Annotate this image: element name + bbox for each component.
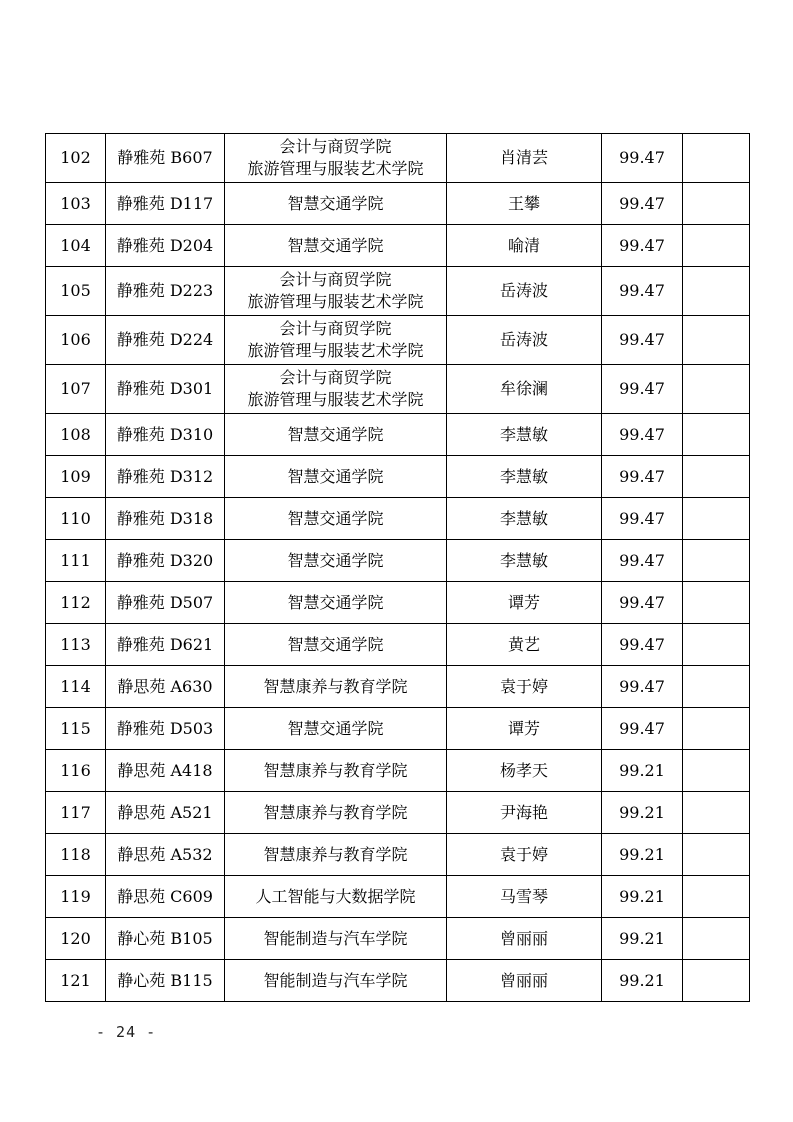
row-number-cell: 117 [46,792,106,834]
note-cell [683,876,750,918]
row-number-cell: 108 [46,414,106,456]
table-row [46,834,750,876]
college-name-line: 智慧交通学院 [287,592,384,612]
note-cell [683,498,750,540]
college-name-line: 智慧康养与教育学院 [263,760,408,780]
table-row [46,183,750,225]
name-cell: 岳涛波 [447,316,602,365]
row-number-cell: 103 [46,183,106,225]
name-cell: 尹海艳 [447,792,602,834]
college-name-line: 会计与商贸学院 [279,319,392,338]
college-cell [225,414,447,456]
college-name-line: 智慧交通学院 [287,466,384,486]
room-cell: 静雅苑 D320 [106,540,225,582]
table-row [46,225,750,267]
note-cell [683,267,750,316]
college-cell [225,456,447,498]
college-cell [225,225,447,267]
name-cell: 袁于婷 [447,666,602,708]
college-cell [225,876,447,918]
name-cell: 牟徐澜 [447,365,602,414]
room-cell: 静雅苑 B607 [106,134,225,183]
room-cell: 静雅苑 D301 [106,365,225,414]
score-cell: 99.47 [602,666,683,708]
table-row [46,792,750,834]
score-cell: 99.21 [602,750,683,792]
note-cell [683,666,750,708]
college-name-line: 智慧康养与教育学院 [263,676,408,696]
name-cell: 袁于婷 [447,834,602,876]
room-cell: 静雅苑 D223 [106,267,225,316]
row-number-cell: 118 [46,834,106,876]
note-cell [683,316,750,365]
college-cell [225,365,447,414]
college-name-line: 会计与商贸学院 [279,270,392,289]
name-cell: 李慧敏 [447,456,602,498]
row-number-cell: 110 [46,498,106,540]
college-cell [225,267,447,316]
row-number-cell: 106 [46,316,106,365]
college-cell [225,792,447,834]
college-name-line: 旅游管理与服装艺术学院 [247,341,424,360]
room-cell: 静雅苑 D312 [106,456,225,498]
name-cell: 黄艺 [447,624,602,666]
room-cell: 静思苑 A418 [106,750,225,792]
note-cell [683,365,750,414]
name-cell: 谭芳 [447,708,602,750]
row-number-cell: 107 [46,365,106,414]
score-cell: 99.47 [602,624,683,666]
score-cell: 99.47 [602,540,683,582]
row-number-cell: 115 [46,708,106,750]
name-cell: 李慧敏 [447,414,602,456]
college-name-line: 会计与商贸学院 [279,137,392,156]
table-row [46,414,750,456]
college-cell [225,624,447,666]
row-number-cell: 109 [46,456,106,498]
row-number-cell: 119 [46,876,106,918]
note-cell [683,960,750,1002]
college-cell [225,134,447,183]
table-body [46,134,750,1002]
note-cell [683,750,750,792]
dorm-score-table [45,133,750,1002]
college-cell [225,582,447,624]
name-cell: 岳涛波 [447,267,602,316]
name-cell: 杨孝天 [447,750,602,792]
college-name-line: 智慧交通学院 [287,634,384,654]
room-cell: 静雅苑 D310 [106,414,225,456]
table-row [46,316,750,365]
table-row [46,582,750,624]
room-cell: 静雅苑 D621 [106,624,225,666]
page-number: - 24 - [96,1023,157,1041]
college-cell [225,498,447,540]
college-name-line: 智慧交通学院 [287,424,384,444]
row-number-cell: 112 [46,582,106,624]
name-cell: 王攀 [447,183,602,225]
college-name-line: 智慧交通学院 [287,550,384,570]
row-number-cell: 121 [46,960,106,1002]
row-number-cell: 105 [46,267,106,316]
table-row [46,876,750,918]
score-cell: 99.47 [602,498,683,540]
score-cell: 99.47 [602,316,683,365]
row-number-cell: 111 [46,540,106,582]
note-cell [683,708,750,750]
score-cell: 99.21 [602,960,683,1002]
table-row [46,708,750,750]
college-cell [225,708,447,750]
table-row [46,540,750,582]
table-row [46,498,750,540]
note-cell [683,582,750,624]
college-name-line: 智慧交通学院 [287,508,384,528]
note-cell [683,134,750,183]
college-name-line: 智慧康养与教育学院 [263,802,408,822]
note-cell [683,183,750,225]
row-number-cell: 114 [46,666,106,708]
note-cell [683,624,750,666]
room-cell: 静思苑 C609 [106,876,225,918]
college-cell [225,666,447,708]
note-cell [683,456,750,498]
note-cell [683,834,750,876]
room-cell: 静雅苑 D318 [106,498,225,540]
table-row [46,666,750,708]
college-name-line: 智慧交通学院 [287,235,384,255]
room-cell: 静雅苑 D503 [106,708,225,750]
score-cell: 99.47 [602,708,683,750]
college-name-line: 人工智能与大数据学院 [255,886,416,906]
college-cell [225,183,447,225]
score-cell: 99.21 [602,792,683,834]
score-cell: 99.47 [602,414,683,456]
college-cell [225,316,447,365]
score-cell: 99.47 [602,582,683,624]
name-cell: 喻清 [447,225,602,267]
table-row [46,624,750,666]
college-cell [225,960,447,1002]
name-cell: 肖清芸 [447,134,602,183]
college-cell [225,750,447,792]
table-row [46,456,750,498]
table-row [46,960,750,1002]
name-cell: 李慧敏 [447,540,602,582]
college-name-line: 旅游管理与服装艺术学院 [247,159,424,178]
score-cell: 99.21 [602,834,683,876]
note-cell [683,540,750,582]
score-cell: 99.47 [602,267,683,316]
room-cell: 静思苑 A521 [106,792,225,834]
score-cell: 99.47 [602,456,683,498]
table-row [46,750,750,792]
row-number-cell: 113 [46,624,106,666]
room-cell: 静雅苑 D117 [106,183,225,225]
college-cell [225,918,447,960]
table-row [46,134,750,183]
room-cell: 静心苑 B115 [106,960,225,1002]
name-cell: 李慧敏 [447,498,602,540]
room-cell: 静雅苑 D224 [106,316,225,365]
college-name-line: 智慧康养与教育学院 [263,844,408,864]
college-name-line: 智慧交通学院 [287,718,384,738]
room-cell: 静心苑 B105 [106,918,225,960]
college-name-line: 智能制造与汽车学院 [263,928,408,948]
college-cell [225,834,447,876]
score-cell: 99.47 [602,225,683,267]
table-row [46,918,750,960]
college-name-line: 旅游管理与服装艺术学院 [247,390,424,409]
college-name-line: 旅游管理与服装艺术学院 [247,292,424,311]
note-cell [683,225,750,267]
note-cell [683,414,750,456]
row-number-cell: 116 [46,750,106,792]
room-cell: 静思苑 A532 [106,834,225,876]
room-cell: 静雅苑 D507 [106,582,225,624]
room-cell: 静雅苑 D204 [106,225,225,267]
note-cell [683,792,750,834]
table-row [46,267,750,316]
score-cell: 99.21 [602,918,683,960]
row-number-cell: 104 [46,225,106,267]
name-cell: 曾丽丽 [447,960,602,1002]
name-cell: 曾丽丽 [447,918,602,960]
name-cell: 马雪琴 [447,876,602,918]
college-name-line: 智能制造与汽车学院 [263,970,408,990]
row-number-cell: 120 [46,918,106,960]
college-name-line: 智慧交通学院 [287,193,384,213]
room-cell: 静思苑 A630 [106,666,225,708]
score-cell: 99.21 [602,876,683,918]
table-row [46,365,750,414]
note-cell [683,918,750,960]
score-cell: 99.47 [602,134,683,183]
score-cell: 99.47 [602,365,683,414]
score-cell: 99.47 [602,183,683,225]
college-cell [225,540,447,582]
college-name-line: 会计与商贸学院 [279,368,392,387]
name-cell: 谭芳 [447,582,602,624]
row-number-cell: 102 [46,134,106,183]
